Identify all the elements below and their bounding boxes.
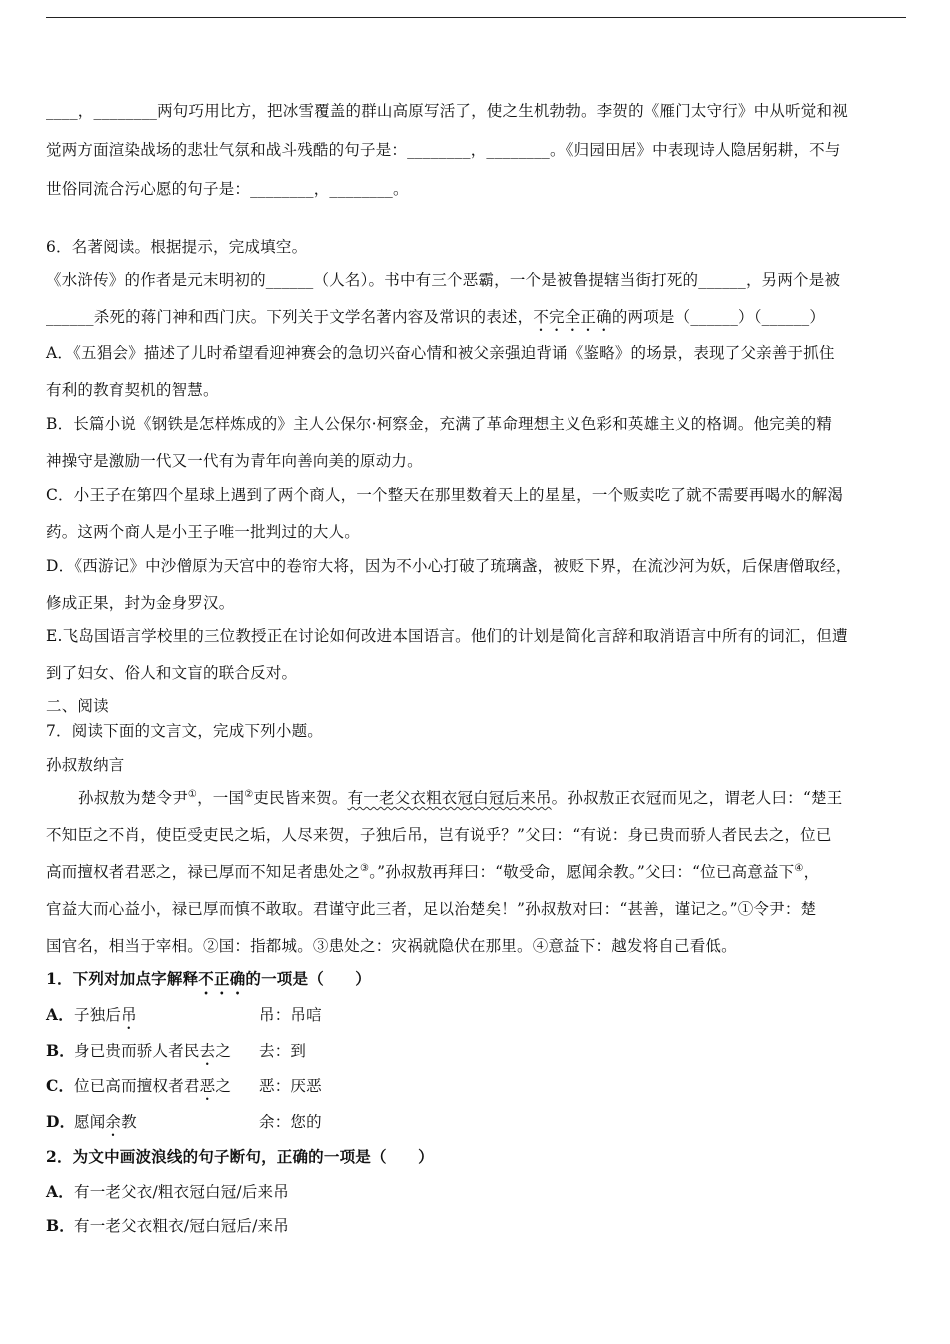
passage-text: 高而擅权者君恶之，禄已厚而不知足者患处之 [46,863,361,881]
q6-option-a-line-1: A．《五猖会》描述了儿时希望看迎神赛会的急切兴奋心情和被父亲强迫背诵《鉴略》的场景，表现了父亲善于抓住 [46,344,835,362]
q6-line-2-pre: ______杀死的蒋门神和西门庆。下列关于文学名著内容及常识的表述， [46,308,534,326]
section-heading: 二、阅读 [46,697,109,715]
q6-option-c-line-2: 药。这两个商人是小王子唯一批判过的大人。 [46,523,361,541]
footnote-mark: ② [244,788,254,800]
option-label: D． [46,1112,76,1131]
passage-title: 孙叔敖纳言 [46,756,125,774]
option-label: A． [46,1182,74,1201]
q6-option-e-line-2: 到了妇女、俗人和文盲的联合反对。 [46,664,298,682]
phrase-text: 身已贵而骄人者民 [74,1042,200,1060]
option-gloss: 恶：厌恶 [259,1077,322,1095]
passage-text: 。孙叔敖正衣冠而见之，谓老人曰：“楚王 [551,789,843,807]
phrase-text: 教 [121,1113,137,1131]
q6-emphasis: 不完全正确 [533,308,612,326]
sub2-option-a[interactable] [46,1182,289,1202]
passage-line-5: 国官名，相当于宰相。②国：指都城。③患处之：灾祸就隐伏在那里。④意益下：越发将自己看低。 [46,937,737,955]
wavy-underlined-sentence: 有一老父衣粗衣冠白冠后来吊 [347,789,552,807]
phrase-text: 子独后 [74,1006,122,1024]
dotted-char: 吊 [121,1006,137,1024]
sub1-option-d[interactable] [46,1112,322,1140]
sub1-option-b[interactable] [46,1041,306,1069]
phrase-text: 位已高而擅权者君 [74,1077,200,1095]
dotted-char: 余 [105,1113,122,1131]
q7-title: 7．阅读下面的文言文，完成下列小题。 [46,722,323,740]
option-phrase [74,1041,259,1069]
option-gloss: 余：您的 [259,1113,322,1131]
option-label: B． [46,1041,76,1060]
sub1-option-a[interactable] [46,1005,322,1033]
q6-title: 6．名著阅读。根据提示，完成填空。 [46,238,308,256]
q6-line-1: 《水浒传》的作者是元末明初的______（人名）。书中有三个恶霸，一个是被鲁提辖当街打死的______，另两个是被 [46,271,841,289]
top-rule [46,17,906,18]
sub2-stem: 2．为文中画波浪线的句子断句，正确的一项是（ ） [46,1147,434,1166]
q6-option-b-line-1: B．长篇小说《钢铁是怎样炼成的》主人公保尔·柯察金，充满了革命理想主义色彩和英雄主义的格调。他完美的精 [46,415,833,433]
q6-option-c-line-1: C．小王子在第四个星球上遇到了两个商人，一个整天在那里数着天上的星星，一个贩卖吃了就不需要再喝水的解渴 [46,486,844,504]
passage-line-3 [46,862,819,882]
passage-line-1 [78,788,842,808]
passage-text: ， [803,863,820,881]
option-label: A． [46,1005,74,1024]
q6-option-d-line-1: D．《西游记》中沙僧原为天宫中的卷帘大将，因为不小心打破了琉璃盏，被贬下界，在流沙河为妖，后保唐僧取经， [46,557,852,575]
q6-line-2-post: 的两项是（______）（______） [611,308,826,326]
passage-text: 孙叔敖为楚令尹 [78,789,188,807]
option-label: B． [46,1216,76,1235]
sub1-stem-post: 的一项是（ ） [245,969,372,988]
q6-option-b-line-2: 神操守是激励一代又一代有为青年向善向美的原动力。 [46,452,423,470]
q6-option-d-line-2: 修成正果，封为金身罗汉。 [46,594,235,612]
phrase-text: 之 [215,1077,232,1095]
option-label: C． [46,1076,75,1095]
dotted-char: 去 [199,1042,216,1060]
q5-line-2: 觉两方面渲染战场的悲壮气氛和战斗残酷的句子是：________，________。《归园田居》中表现诗人隐居躬耕，不与 [46,141,841,159]
sub1-emphasis: 不正确 [198,969,246,988]
option-text: 有一老父衣粗衣/冠白冠后/来吊 [74,1217,289,1235]
sub1-stem-pre: 1．下列对加点字解释 [46,969,199,988]
option-phrase [74,1112,259,1140]
footnote-mark: ③ [360,862,370,874]
footnote-mark: ④ [794,862,804,874]
q6-line-2 [46,307,825,335]
footnote-mark: ① [187,788,198,800]
passage-line-2: 不知臣之不肖，使臣受吏民之垢，人尽来贺，子独后吊，岂有说乎？”父曰：“有说：身已贵而骄人者民去之，位已 [46,826,832,844]
sub1-option-c[interactable] [46,1076,322,1104]
q6-option-a-line-2: 有利的教育契机的智慧。 [46,381,219,399]
phrase-text: 愿闻 [74,1113,106,1131]
option-gloss: 吊：吊唁 [259,1006,322,1024]
q5-line-3: 世俗同流合污心愿的句子是：________，________。 [46,180,409,198]
q6-option-e-line-1: E.飞岛国语言学校里的三位教授正在讨论如何改进本国语言。他们的计划是简化言辞和取消语言中所有的词汇，但遭 [46,627,848,645]
passage-text: 吏民皆来贺。 [253,789,348,807]
option-gloss: 去：到 [259,1042,307,1060]
passage-text: ，一国 [197,789,245,807]
dotted-char: 恶 [199,1077,216,1095]
passage-line-4: 官益大而心益小，禄已厚而慎不敢取。君谨守此三者，足以治楚矣！”孙叔敖对曰：“甚善，谨记之。”①令尹：楚 [46,900,817,918]
sub2-option-b[interactable] [46,1216,289,1236]
option-phrase [74,1005,259,1033]
passage-text: 。”孙叔敖再拜曰：“敬受命，愿闻余教。”父曰：“位已高意益下 [369,863,795,881]
q5-line-1: ____，________两句巧用比方，把冰雪覆盖的群山高原写活了，使之生机勃勃。李贺的《雁门太守行》中从听觉和视 [46,102,848,120]
option-phrase [74,1076,259,1104]
option-text: 有一老父衣/粗衣冠白冠/后来吊 [74,1183,289,1201]
sub1-stem [46,969,371,998]
phrase-text: 之 [215,1042,232,1060]
